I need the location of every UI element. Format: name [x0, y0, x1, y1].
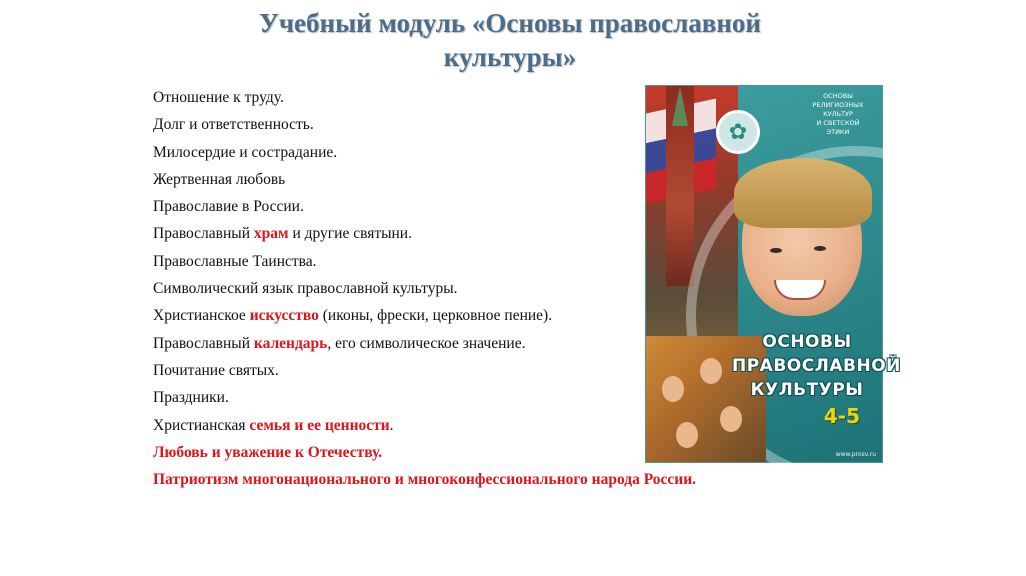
series-line: И СВЕТСКОЙ — [816, 119, 860, 127]
topic-text: и другие святыни. — [288, 225, 412, 243]
topic-item — [153, 275, 696, 302]
cover-title-line: КУЛЬТУРЫ — [750, 380, 864, 400]
topic-text: Православный — [153, 225, 254, 243]
child-face-image — [720, 406, 742, 432]
topic-item — [153, 384, 696, 411]
topic-item — [153, 193, 696, 220]
topic-item — [153, 357, 696, 384]
topic-text: (иконы, фрески, церковное пение). — [318, 307, 553, 325]
topic-text: Любовь и уважение к Отечеству. — [153, 443, 383, 461]
tree-emblem-icon: ✿ — [716, 110, 760, 154]
textbook-cover-image — [646, 86, 901, 462]
topic-highlight: семья и ее ценности — [249, 416, 390, 434]
topic-text: Почитание святых. — [153, 361, 279, 379]
topic-item — [153, 84, 696, 111]
topic-text: Праздники. — [153, 389, 229, 407]
child-face-image — [662, 376, 684, 402]
topic-item — [153, 439, 696, 466]
series-name — [806, 92, 870, 137]
tower-spire-image — [672, 86, 688, 126]
topic-text: Православные Таинства. — [153, 252, 317, 270]
series-line: КУЛЬТУР — [823, 110, 853, 118]
topic-text: Христианская — [153, 416, 250, 434]
topic-text: Православие в России. — [153, 198, 304, 216]
topic-item — [153, 248, 696, 275]
grade-label: 4-5 — [823, 404, 860, 428]
topic-item — [153, 466, 696, 493]
series-line: ОСНОВЫ — [823, 92, 853, 100]
topic-item — [153, 111, 696, 138]
topic-item — [153, 220, 696, 247]
topic-item — [153, 166, 696, 193]
eye-image — [814, 246, 826, 251]
cover-title-line: ПРАВОСЛАВНОЙ — [732, 356, 901, 376]
topic-item — [153, 330, 696, 357]
slide-title-line-1: Учебный модуль «Основы православной — [259, 8, 761, 38]
topic-highlight: искусство — [249, 307, 319, 325]
cover-title-line: ОСНОВЫ — [762, 332, 852, 352]
topic-text: Отношение к труду. — [153, 89, 284, 106]
topic-item — [153, 412, 696, 439]
child-face-image — [676, 422, 698, 448]
topic-list — [153, 84, 696, 493]
slide-title-line-2: культуры» — [443, 42, 577, 72]
slide-title — [200, 6, 820, 74]
boy-hair-image — [734, 158, 872, 228]
topic-item — [153, 302, 696, 329]
topic-text: , его символическое значение. — [327, 334, 526, 352]
topic-text: Жертвенная любовь — [153, 170, 286, 188]
topic-text: . — [389, 416, 394, 434]
series-line: РЕЛИГИОЗНЫХ — [812, 101, 864, 109]
topic-item — [153, 139, 696, 166]
child-face-image — [700, 358, 722, 384]
topic-highlight: храм — [253, 225, 289, 243]
topic-text: Милосердие и сострадание. — [153, 143, 338, 161]
topic-text: Христианское — [153, 307, 250, 325]
eye-image — [770, 248, 782, 253]
topic-text: Символический язык православной культуры. — [153, 280, 458, 298]
publisher-site: www.prosv.ru — [835, 451, 876, 458]
topic-text: Долг и ответственность. — [153, 116, 314, 134]
series-line: ЭТИКИ — [826, 128, 850, 136]
topic-text: Патриотизм многонационального и многоконфессионального народа России. — [153, 471, 697, 489]
topic-highlight: календарь — [253, 334, 328, 352]
topic-text: Православный — [153, 334, 254, 352]
cover-title — [732, 330, 901, 402]
